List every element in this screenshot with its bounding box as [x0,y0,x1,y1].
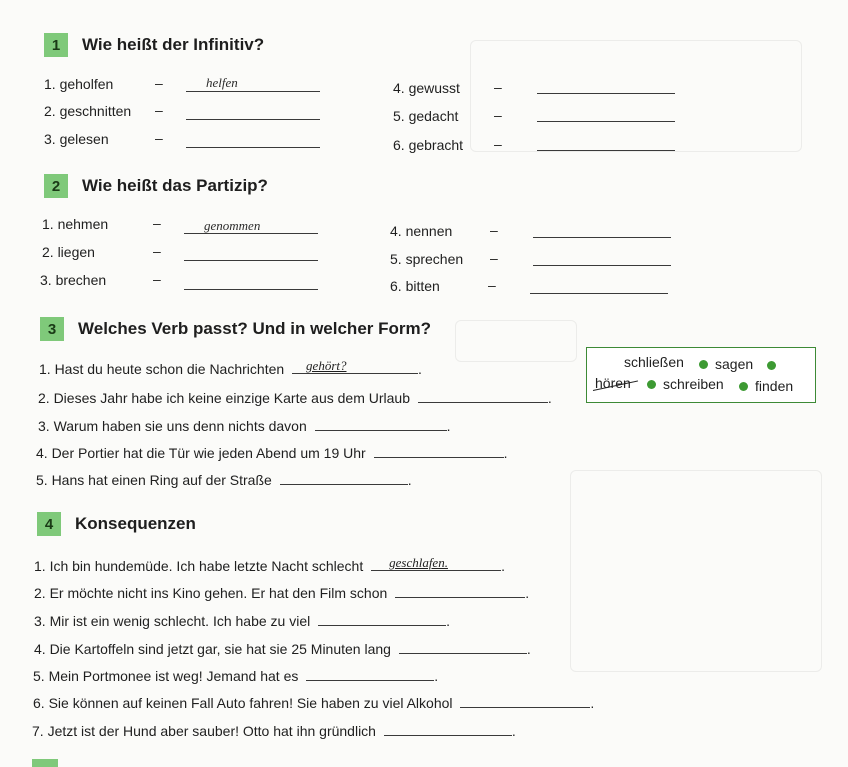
period: . [446,418,451,434]
sentence-text: 1. Hast du heute schon die Nachrichten [39,361,285,377]
answer-line[interactable] [537,150,675,151]
section-title: Wie heißt der Infinitiv? [82,35,265,54]
section-number: 2 [44,174,68,198]
dash: – [155,75,163,91]
answer-line[interactable] [533,265,671,266]
section-1-header [44,33,264,57]
exercise-sentence [36,443,507,461]
dash: – [490,222,498,238]
word-box [586,347,816,403]
item-label: 6. gebracht [393,137,464,153]
answer-line[interactable] [186,147,320,148]
answer-blank[interactable] [371,556,501,571]
exercise-sentence [39,359,422,377]
answer-blank[interactable] [374,443,504,458]
item-label: 4. gewusst [393,80,460,96]
period: . [446,613,451,629]
exercise-sentence [34,611,450,629]
sentence-text: 2. Dieses Jahr habe ich keine einzige Karte aus dem Urlaub [38,390,410,406]
section-title: Wie heißt das Partizip? [82,176,268,195]
item-label: 3. brechen [40,272,107,288]
sentence-text: 7. Jetzt ist der Hund aber sauber! Otto hat ihn gründlich [32,723,376,739]
answer-blank[interactable] [418,388,548,403]
answer-blank[interactable] [395,583,525,598]
item-label: 4. nennen [390,223,453,239]
sentence-text: 4. Der Portier hat die Tür wie jeden Abend um 19 Uhr [36,445,366,461]
exercise-sentence [38,388,552,406]
answer-line[interactable] [537,93,675,94]
answer-blank[interactable] [315,416,447,431]
word-option-crossed: hören [595,375,631,391]
item-label: 1. geholfen [44,76,114,92]
exercise-sentence [34,556,505,574]
answer-line[interactable] [184,260,318,261]
dash: – [153,215,161,231]
word-option: finden [755,378,794,394]
period: . [434,668,439,684]
dash: – [155,102,163,118]
item-label: 2. liegen [42,244,95,260]
item-label: 3. gelesen [44,131,109,147]
exercise-sentence [32,721,516,739]
exercise-sentence [33,666,438,684]
period: . [525,585,530,601]
next-section-marker [32,759,58,767]
sentence-text: 4. Die Kartoffeln sind jetzt gar, sie hat sie 25 Minuten lang [34,641,391,657]
period: . [590,695,595,711]
answer-text: genommen [204,218,261,233]
dash: – [153,243,161,259]
answer-text: helfen [206,75,238,90]
sentence-text: 5. Mein Portmonee ist weg! Jemand hat es [33,668,299,684]
period: . [407,472,412,488]
section-4-header [37,512,196,536]
section-3-header [40,317,431,341]
dash: – [488,277,496,293]
answer-line[interactable] [533,237,671,238]
sentence-text: 6. Sie können auf keinen Fall Auto fahren! Sie haben zu viel Alkohol [33,695,453,711]
word-option: schreiben [663,376,724,392]
answer-blank[interactable] [280,470,408,485]
bullet-dot-icon [767,361,776,370]
dash: – [155,130,163,146]
item-label: 2. geschnitten [44,103,132,119]
sentence-text: 1. Ich bin hundemüde. Ich habe letzte Nacht schlecht [34,558,364,574]
exercise-sentence [33,693,594,711]
answer-blank[interactable] [318,611,446,626]
period: . [511,723,516,739]
bullet-dot-icon [647,380,656,389]
dash: – [494,136,502,152]
section-number: 1 [44,33,68,57]
answer-blank[interactable] [306,666,434,681]
section-2-header [44,174,268,198]
answer-line[interactable] [537,121,675,122]
bleed-through-shape [570,470,822,672]
dash: – [494,79,502,95]
answer-line[interactable] [530,293,668,294]
sentence-text: 5. Hans hat einen Ring auf der Straße [36,472,272,488]
period: . [501,558,505,574]
section-number: 4 [37,512,61,536]
dash: – [490,250,498,266]
dash: – [153,271,161,287]
bleed-through-shape [455,320,577,362]
sentence-text: 2. Er möchte nicht ins Kino gehen. Er hat den Film schon [34,585,388,601]
word-option: schließen [624,354,684,370]
answer-blank[interactable] [384,721,512,736]
dash: – [494,107,502,123]
period: . [526,641,531,657]
answer-text: gehört? [306,358,347,373]
section-number: 3 [40,317,64,341]
answer-line[interactable] [186,119,320,120]
exercise-sentence [34,583,529,601]
exercise-sentence [36,470,412,488]
answer-blank[interactable] [460,693,590,708]
item-label: 5. sprechen [390,251,464,267]
sentence-text: 3. Mir ist ein wenig schlecht. Ich habe zu viel [34,613,311,629]
answer-text: geschlafen. [389,555,448,570]
item-label: 6. bitten [390,278,440,294]
exercise-sentence [38,416,451,434]
answer-line[interactable] [186,91,320,92]
bleed-through-shape [470,40,802,152]
bullet-dot-icon [699,360,708,369]
section-title: Konsequenzen [75,514,196,533]
item-label: 5. gedacht [393,108,459,124]
answer-line[interactable] [184,233,318,234]
exercise-sentence [34,639,531,657]
answer-blank[interactable] [292,359,418,374]
item-label: 1. nehmen [42,216,109,232]
answer-line[interactable] [184,289,318,290]
period: . [503,445,508,461]
sentence-text: 3. Warum haben sie uns denn nichts davon [38,418,307,434]
section-title: Welches Verb passt? Und in welcher Form? [78,319,431,338]
period: . [547,390,552,406]
word-option: sagen [715,356,754,372]
bullet-dot-icon [739,382,748,391]
period: . [418,361,422,377]
answer-blank[interactable] [399,639,527,654]
